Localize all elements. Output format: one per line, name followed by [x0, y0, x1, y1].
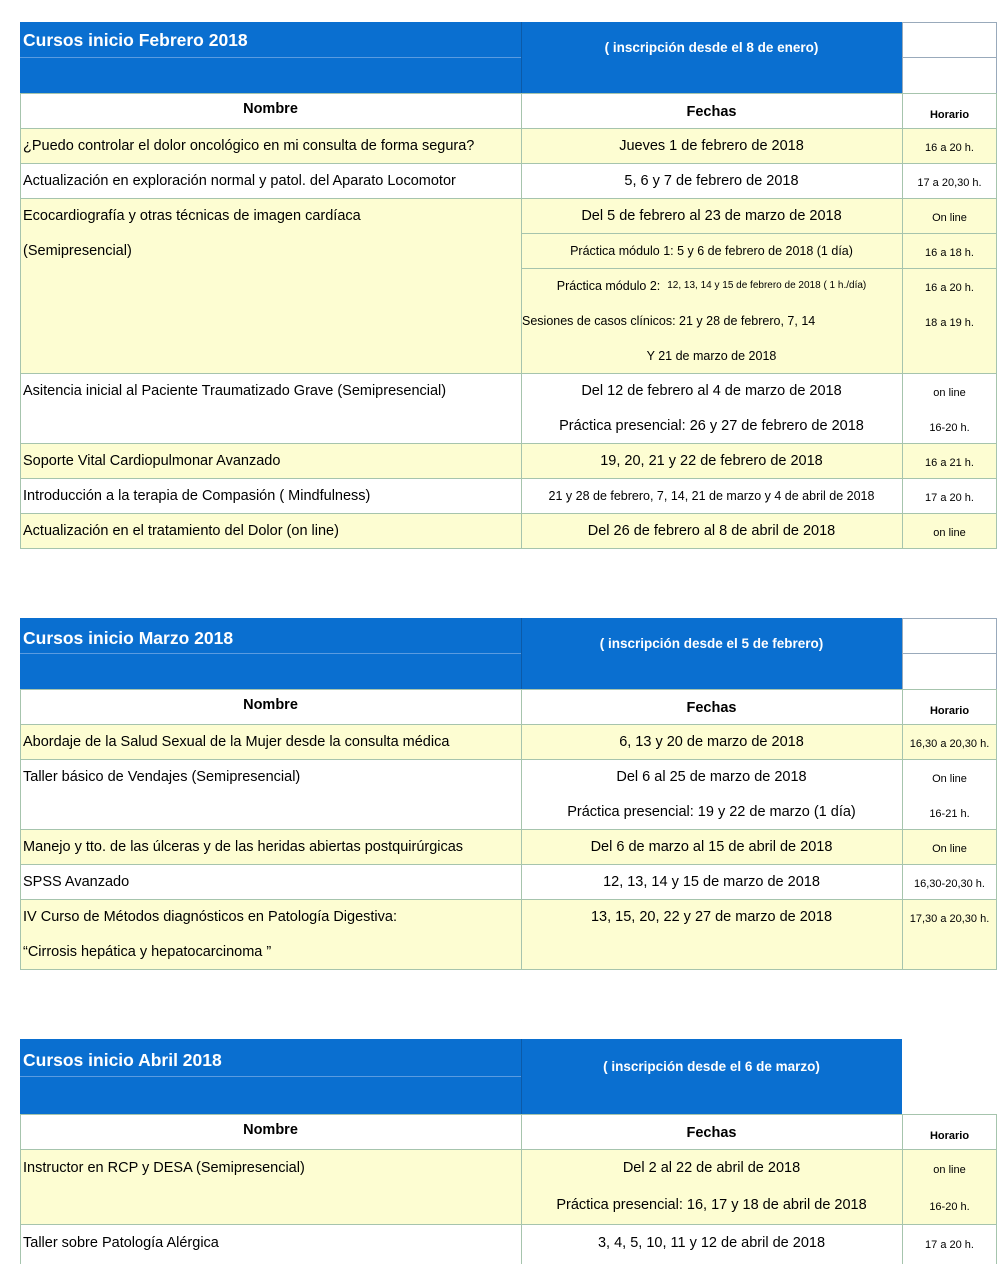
table-row: Ecocardiografía y otras técnicas de imagen cardíaca (Semipresencial) Del 5 de febrero al 23 de marzo de 2018 Práctica módulo 1: 5 y 6 de febrero de 2018 (1 día) Práctica módulo 2: 12, 13, 14 y 15 de febrero de 2018 ( 1 h./día) Sesiones de casos clínicos: 21 y 28 de febrero, 7, 14 Y 21 de marzo de 2018 On line 16 a 18 h. 16 a 20 h. 18 a 19 h. — [20, 198, 997, 373]
table-febrero — [20, 22, 997, 549]
table-row: Abordaje de la Salud Sexual de la Mujer desde la consulta médica 6, 13 y 20 de marzo de 2018 16,30 a 20,30 h. — [20, 724, 997, 759]
table-row: Instructor en RCP y DESA (Semipresencial) Del 2 al 22 de abril de 2018 Práctica presencial: 16, 17 y 18 de abril de 2018 on line 16-20 h. — [20, 1149, 997, 1224]
col-nombre: Nombre — [243, 100, 298, 117]
column-header-row — [20, 689, 997, 724]
table-row: Soporte Vital Cardiopulmonar Avanzado 19, 20, 21 y 22 de febrero de 2018 16 a 21 h. — [20, 443, 997, 478]
table-marzo — [20, 618, 997, 970]
col-fechas: Fechas — [686, 103, 737, 120]
table-row: IV Curso de Métodos diagnósticos en Patología Digestiva: “Cirrosis hepática y hepatocarcinoma ” 13, 15, 20, 22 y 27 de marzo de 2018 17,30 a 20,30 h. — [20, 899, 997, 969]
column-header-row — [20, 93, 997, 128]
table-row: Actualización en el tratamiento del Dolor (on line) Del 26 de febrero al 8 de abril de 2018 on line — [20, 513, 997, 548]
col-fechas: Fechas — [686, 699, 737, 716]
table-row: Actualización en exploración normal y patol. del Aparato Locomotor 5, 6 y 7 de febrero de 2018 17 a 20,30 h. — [23, 172, 982, 189]
col-horario: Horario — [929, 704, 970, 717]
inscription-note: ( inscripción desde el 6 de marzo) — [603, 1058, 820, 1074]
table-title: Cursos inicio Abril 2018 — [23, 1049, 222, 1070]
table-row: ¿Puedo controlar el dolor oncológico en mi consulta de forma segura? Jueves 1 de febrero de 2018 16 a 20 h. — [20, 128, 997, 163]
table-row: Taller básico de Vendajes (Semipresencial) Del 6 al 25 de marzo de 2018 Práctica presencial: 19 y 22 de marzo (1 día) On line 16-21 h. — [23, 768, 970, 820]
inscription-note: ( inscripción desde el 8 de enero) — [604, 39, 819, 55]
table-abril — [20, 1039, 997, 1267]
inscription-note: ( inscripción desde el 5 de febrero) — [599, 635, 824, 651]
col-horario: Horario — [929, 1129, 970, 1142]
table-row: Introducción a la terapia de Compasión ( Mindfulness) 21 y 28 de febrero, 7, 14, 21 de marzo y 4 de abril de 2018 17 a 20 h. — [23, 487, 974, 504]
table-title: Cursos inicio Marzo 2018 — [23, 627, 234, 648]
col-nombre: Nombre — [243, 1121, 298, 1138]
fechas-modulo-2: Práctica módulo 2: 12, 13, 14 y 15 de febrero de 2018 ( 1 h./día) — [556, 278, 867, 293]
table-title: Cursos inicio Febrero 2018 — [23, 29, 248, 50]
col-nombre: Nombre — [243, 696, 298, 713]
table-row: Taller sobre Patología Alérgica 3, 4, 5, 10, 11 y 12 de abril de 2018 17 a 20 h. — [23, 1235, 974, 1251]
col-fechas: Fechas — [686, 1124, 737, 1141]
col-horario: Horario — [929, 108, 970, 121]
table-row: Manejo y tto. de las úlceras y de las heridas abiertas postquirúrgicas Del 6 de marzo al 15 de abril de 2018 On line — [20, 829, 997, 864]
table-row: Asitencia inicial al Paciente Traumatizado Grave (Semipresencial) Del 12 de febrero al 4 de marzo de 2018 Práctica presencial: 26 y 27 de febrero de 2018 on line 16-20 h. — [23, 382, 970, 434]
column-header-row — [20, 1114, 997, 1149]
table-row: SPSS Avanzado 12, 13, 14 y 15 de marzo de 2018 16,30-20,30 h. — [23, 873, 985, 890]
